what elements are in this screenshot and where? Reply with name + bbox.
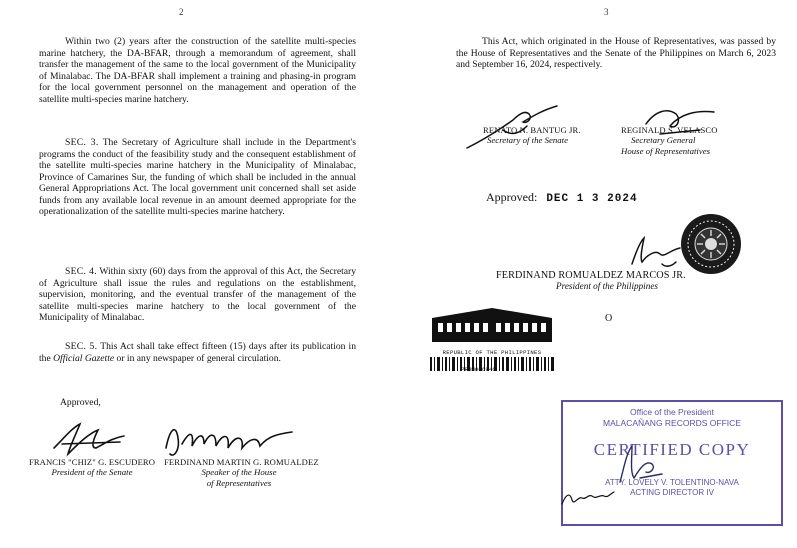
president-name: FERDINAND ROMUALDEZ MARCOS JR. xyxy=(496,270,686,281)
signatory-name: REGINALD S. VELASCO xyxy=(621,125,718,135)
signatory-name: FRANCIS "CHIZ" G. ESCUDERO xyxy=(28,457,156,467)
left-page xyxy=(0,0,398,548)
stamp-certified-copy: CERTIFIED COPY xyxy=(593,440,751,459)
approval-line xyxy=(486,190,638,205)
stamp-officer-title: ACTING DIRECTOR IV xyxy=(630,488,714,497)
stamp-officer-name: ATTY. LOVELY V. TOLENTINO-NAVA xyxy=(605,478,739,487)
paragraph-sec-4: SEC. 4. Within sixty (60) days from the approval of this Act, the Secretary of Agriculture shall issue the rules and regulations on the establishment, supervision, monitoring, and the eventual transfer of the management of the satellite multi-species marine hatchery to the local government of the Municipality of Minalabac. xyxy=(39,266,356,323)
signatory-title-line2: of Representatives xyxy=(206,477,272,488)
signatory-name: RENATO N. BANTUG JR. xyxy=(483,125,581,135)
barcode-number: PRRM006946 xyxy=(461,366,496,373)
signatory-title: President of the Senate xyxy=(51,467,133,477)
president-title: President of the Philippines xyxy=(556,281,658,291)
page-number: 2 xyxy=(179,7,184,17)
initials-signature-icon xyxy=(558,486,618,510)
page-number: 3 xyxy=(604,7,609,17)
house-secretary-signatory xyxy=(621,125,718,156)
romualdez-signature-icon xyxy=(160,418,300,462)
mark-letter: O xyxy=(605,313,613,324)
section-label: SEC. 5. xyxy=(65,341,98,352)
signatory-title-line2: House of Representatives xyxy=(621,145,711,156)
signatory-name: FERDINAND MARTIN G. ROMUALDEZ xyxy=(164,457,319,467)
paragraph-sec-5: SEC. 5. This Act shall take effect fifteen (15) days after its publication in the Official Gazette or in any newspaper of general circulation. xyxy=(39,341,356,364)
senate-president-signatory xyxy=(26,457,158,478)
records-officer-signature-icon xyxy=(610,438,670,488)
escudero-signature-icon xyxy=(50,418,130,460)
house-speaker-signatory xyxy=(164,457,319,488)
approved-date: DEC 1 3 2024 xyxy=(546,193,638,205)
president-signatory xyxy=(496,270,686,292)
approved-label: Approved: xyxy=(486,190,538,204)
senate-secretary-signatory xyxy=(483,125,581,146)
barcode-caption: REPUBLIC OF THE PHILIPPINES xyxy=(442,349,542,356)
signatory-title: Secretary of the Senate xyxy=(487,135,569,145)
section-label: SEC. 4. xyxy=(65,266,97,277)
malacanang-palace-icon xyxy=(428,304,556,344)
signatory-title: Speaker of the House xyxy=(201,467,277,477)
signatory-title: Secretary General xyxy=(631,135,696,145)
paragraph-hatchery-transfer: Within two (2) years after the construction of the satellite multi-species marine hatchery, the DA-BFAR, through a memorandum of agreement, shall transfer the management of the same to the local government of the Municipality of Minalabac. The DA-BFAR shall implement a training and phasing-in program for the local government personnel on the management and operation of the satellite multi-species marine hatchery. xyxy=(39,36,356,105)
presidential-seal-icon xyxy=(679,212,743,276)
paragraph-sec-3: SEC. 3. The Secretary of Agriculture shall include in the Department's programs the conduct of the feasibility study and the consequent establishment of the satellite multi-species marine hatchery in the Municipality of Minalabac, Province of Camarines Sur, the funding of which shall be included in the annual General Appropriations Act. The local government unit concerned shall set aside funds from any available local revenue in an amount deemed appropriate for the operationalization of the satellite multi-species marine hatchery. xyxy=(39,137,357,217)
marcos-signature-icon xyxy=(626,228,686,272)
section-label: SEC. 3. xyxy=(65,137,99,148)
origin-paragraph: This Act, which originated in the House of Representatives, was passed by the House of Representatives and the Senate of the Philippines on March 6, 2023 and September 16, 2024, respectively. xyxy=(456,36,776,70)
stamp-records-office: MALACAÑANG RECORDS OFFICE xyxy=(603,418,741,428)
approved-label: Approved, xyxy=(60,397,101,408)
stamp-office: Office of the President xyxy=(630,407,714,417)
